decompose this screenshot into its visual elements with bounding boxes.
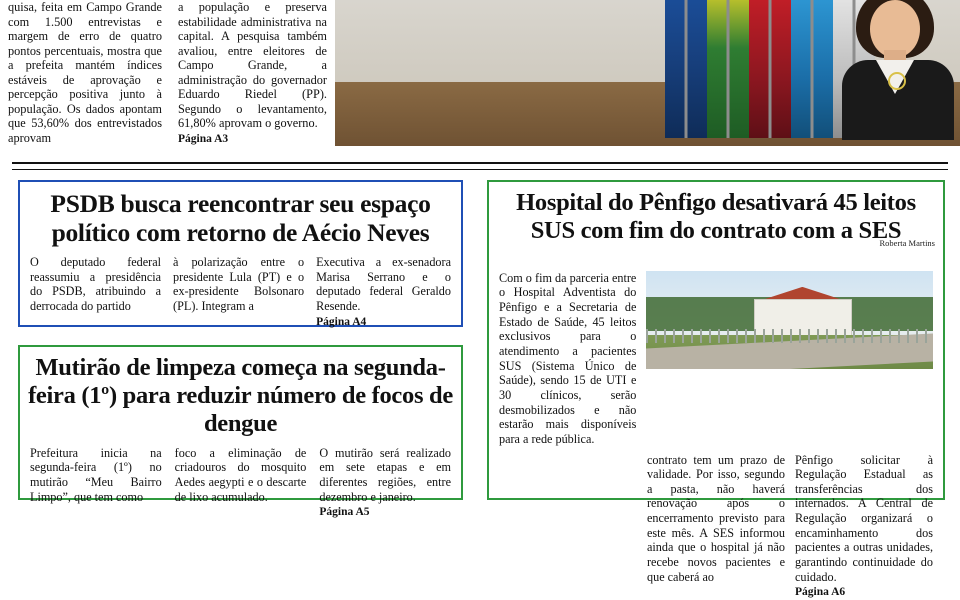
story3-headline: Mutirão de limpeza começa na segunda-feira (1º) para reduzir número de focos de dengue bbox=[28, 354, 453, 437]
story2-lead-text: Com o fim da parceria entre o Hospital Adventista do Pênfigo e a Secretaria de Estado de Saúde, 45 leitos exclusivos para o atendimento a pacientes SUS (Sistema Único de Saúde), sendo 15 de UTI e 30 clínicos, serão desmobilizados e não estarão mais disponíveis para a rede pública. bbox=[499, 270, 637, 446]
top-photo-column bbox=[335, 0, 960, 160]
story3-columns bbox=[20, 438, 461, 520]
story2-column-2 bbox=[647, 453, 785, 600]
lead-photo bbox=[335, 0, 960, 146]
story1-column-1-text: O deputado federal reassumiu a presidência do PSDB, atribuindo a derrocada do partido bbox=[30, 255, 162, 314]
story1-column-2 bbox=[173, 255, 304, 329]
story3-column-2-text: foco a eliminação de criadouros do mosquito Aedes aegypti e o descarte de lixo acumulado. bbox=[174, 445, 307, 504]
divider-rule-thick bbox=[12, 162, 948, 164]
story2-column-3 bbox=[795, 453, 933, 600]
top-column-1-text: quisa, feita em Campo Grande com 1.500 entrevistas e margem de erro de quatro pontos percentuais, mostra que a prefeita mantém índices estáveis de aprovação e percepção positiva junto à população. Os dados apontam que 53,60% dos entrevistados aprovam bbox=[8, 0, 162, 145]
story2-pageref: Página A6 bbox=[795, 586, 846, 599]
story1-column-3 bbox=[316, 255, 451, 329]
flag-icon bbox=[707, 0, 749, 138]
story3-column-2 bbox=[175, 446, 307, 520]
story2-top-row bbox=[489, 245, 943, 447]
story1-columns bbox=[20, 247, 461, 329]
story2-column-3-text: Pênfigo solicitar à Regulação Estadual as transferências dos internados. A Central de Regulação organizará o encaminhamento dos pacientes a outras unidades, garantindo continuidade do cuidado. bbox=[795, 452, 933, 584]
divider-rule-thin bbox=[12, 169, 948, 170]
story2-photo bbox=[646, 271, 933, 369]
story3-column-1-text: Prefeitura inicia na segunda-feira (1º) no mutirão “Meu Bairro Limpo”, que tem como bbox=[30, 445, 162, 504]
top-column-2 bbox=[170, 0, 335, 160]
person-necklace bbox=[888, 72, 906, 90]
story3-column-3-text: O mutirão será realizado em sete etapas e em diferentes regiões, entre dezembro e janeiro. bbox=[319, 445, 452, 504]
story1-headline: PSDB busca reencontrar seu espaço político com retorno de Aécio Neves bbox=[50, 189, 431, 248]
story1-column-2-text: à polarização entre o presidente Lula (PT) e o ex-presidente Bolsonaro (PL). Integram a bbox=[173, 255, 305, 314]
flag-icon bbox=[791, 0, 833, 138]
story3-pageref: Página A5 bbox=[319, 506, 370, 519]
story1-column-3-text: Executiva a ex-senadora Marisa Serrano e o deputado federal Geraldo Resende. bbox=[316, 255, 451, 314]
story2-column-2-text: contrato tem um prazo de validade. Por isso, segundo a pasta, não haverá renovação após o encerramento previsto para este mês. A SES informou ainda que o hospital já não recebe novos pacientes e que caberá ao bbox=[647, 452, 785, 584]
flag-icon bbox=[749, 0, 791, 138]
story3-column-1 bbox=[30, 446, 162, 520]
story1-pageref: Página A4 bbox=[316, 315, 367, 328]
flag-icon bbox=[665, 0, 707, 138]
photo-credit: Roberta Martins bbox=[879, 238, 935, 248]
story-box-psdb bbox=[18, 180, 463, 327]
story2-bottom-row bbox=[489, 447, 943, 600]
photo-person bbox=[840, 0, 960, 140]
photo-fence bbox=[646, 329, 933, 343]
story3-column-3 bbox=[319, 446, 451, 520]
story-box-hospital bbox=[487, 180, 945, 599]
top-section bbox=[0, 0, 960, 160]
top-column-2-pageref: Página A3 bbox=[178, 132, 229, 145]
story-box-mutirao bbox=[18, 345, 463, 519]
story1-column-1 bbox=[30, 255, 161, 329]
top-column-1 bbox=[0, 0, 170, 160]
top-column-2-text: a população e preserva estabilidade administrativa na capital. A pesquisa também avaliou, entre eleitores de Campo Grande, a administração do governador Eduardo Riedel (PP). Segundo o levantamento, 61,80% aprovam o governo. bbox=[178, 0, 327, 130]
story2-headline: Hospital do Pênfigo desativará 45 leitos SUS com fim do contrato com a SES bbox=[516, 189, 916, 244]
story2-column-1 bbox=[499, 453, 637, 600]
